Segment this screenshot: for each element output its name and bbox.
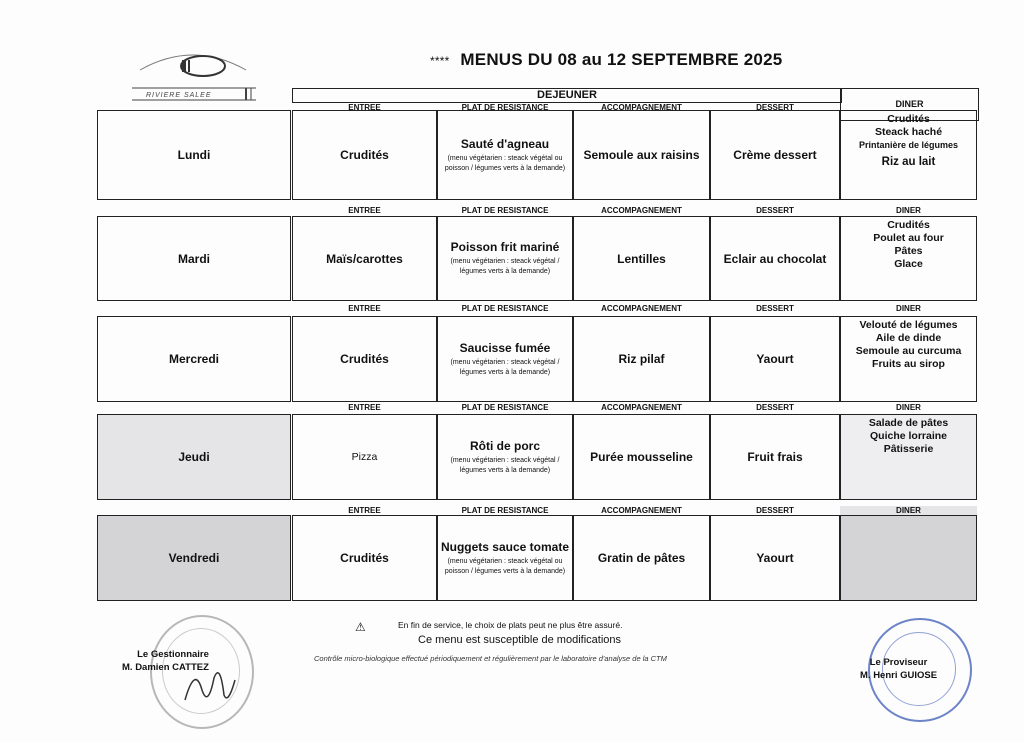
diner-item: Salade de pâtes [868, 417, 949, 429]
cell-plat [437, 316, 573, 402]
day-name: Lundi [177, 148, 211, 162]
plat-vegetarian-note: (menu végétarien : steack végétal ou poisson / légumes verts à la demande) [444, 557, 566, 575]
cell-entree [292, 515, 437, 601]
column-header-diner: DINER [896, 403, 921, 412]
column-header-accomp: ACCOMPAGNEMENT [601, 304, 682, 313]
day-cell-0 [97, 110, 291, 200]
diner-item: Poulet au four [873, 232, 944, 244]
diner-item: Aile de dinde [875, 332, 942, 344]
title-text: MENUS DU 08 au 12 SEPTEMBRE 2025 [460, 50, 783, 69]
column-header-diner: DINER [840, 506, 977, 516]
plat-name: Nuggets sauce tomate [440, 539, 570, 554]
plat-vegetarian-note: (menu végétarien : steack végétal / légumes verts à la demande) [450, 258, 560, 275]
day-cell-3 [97, 414, 291, 500]
day-name: Jeudi [178, 450, 210, 464]
left-signature-block [122, 648, 209, 674]
plat-name: Poisson frit mariné [450, 240, 560, 254]
column-header-plat: PLAT DE RESISTANCE [461, 506, 549, 515]
column-header-dessert: DESSERT [756, 103, 794, 112]
column-header-plat: PLAT DE RESISTANCE [461, 403, 549, 412]
plat-name: Saucisse fumée [459, 340, 551, 355]
diner-item: Printanière de légumes [858, 140, 959, 150]
cell-accomp [573, 110, 710, 200]
day-cell-2 [97, 316, 291, 402]
diner-item: Crudités [887, 219, 930, 231]
cell-accomp-text: Semoule aux raisins [583, 148, 700, 162]
cell-accomp [573, 316, 710, 402]
cell-diner [840, 515, 977, 601]
cell-diner [840, 414, 977, 500]
column-header-entree: ENTREE [348, 206, 381, 215]
column-header-entree: ENTREE [348, 103, 381, 112]
column-header-accomp: ACCOMPAGNEMENT [601, 206, 682, 215]
day-name: Mercredi [168, 352, 220, 366]
cell-accomp-text: Gratin de pâtes [597, 551, 686, 565]
cell-entree-text: Maïs/carottes [326, 251, 403, 266]
diner-item: Steack haché [874, 126, 943, 138]
cell-dessert-text: Yaourt [756, 352, 794, 366]
cell-accomp-text: Lentilles [617, 251, 666, 266]
right-signature-name: M. Henri GUIOSE [860, 670, 938, 681]
page-title [430, 50, 782, 70]
column-header-dessert: DESSERT [756, 206, 794, 215]
cell-dessert [710, 110, 840, 200]
cell-plat [437, 216, 573, 301]
cell-accomp [573, 216, 710, 301]
diner-item: Semoule au curcuma [855, 345, 962, 357]
cell-accomp-text: Riz pilaf [618, 352, 665, 366]
diner-item: Quiche lorraine [869, 430, 948, 442]
diner-item: Pâtes [894, 245, 923, 257]
column-header-accomp: ACCOMPAGNEMENT [601, 506, 682, 515]
diner-item: Glace [894, 258, 923, 270]
school-logo [128, 42, 258, 112]
plat-vegetarian-note: (menu végétarien : steack végétal / légumes verts à la demande) [450, 456, 560, 474]
left-signature-name: M. Damien CATTEZ [122, 662, 209, 673]
column-header-dessert: DESSERT [756, 506, 794, 515]
cell-dessert [710, 216, 840, 301]
plat-name: Sauté d'agneau [460, 136, 550, 151]
cell-dessert [710, 414, 840, 500]
cell-diner [840, 110, 977, 200]
diner-item: Fruits au sirop [872, 358, 945, 370]
diner-item: Crudités [887, 113, 930, 125]
left-signature-role: Le Gestionnaire [137, 649, 209, 660]
cell-dessert [710, 515, 840, 601]
diner-item: Velouté de légumes [859, 319, 958, 331]
cell-entree [292, 414, 437, 500]
footer-service-note: En fin de service, le choix de plats peut ne plus être assuré. [398, 620, 623, 630]
footer-modification-note: Ce menu est susceptible de modifications [418, 634, 621, 646]
cell-accomp-text: Purée mousseline [590, 450, 693, 464]
footer-lab-note: Contrôle micro-biologique effectué périodiquement et régulièrement par le laboratoire d'analyse de la CTM [314, 654, 667, 663]
cell-accomp [573, 515, 710, 601]
cell-entree-text: Crudités [340, 352, 389, 366]
day-name: Vendredi [168, 551, 220, 565]
cell-entree-text: Pizza [351, 451, 378, 463]
cell-entree [292, 110, 437, 200]
logo-text: RIVIERE SALEE [146, 92, 212, 99]
cell-entree [292, 216, 437, 301]
lunch-header: DEJEUNER [292, 88, 842, 103]
column-header-diner: DINER [896, 304, 921, 313]
cell-plat [437, 414, 573, 500]
diner-item: Riz au lait [881, 156, 936, 168]
column-header-plat: PLAT DE RESISTANCE [461, 206, 549, 215]
warning-triangle-icon: ⚠ [355, 620, 366, 634]
cell-dessert-text: Eclair au chocolat [723, 251, 827, 266]
cell-diner [840, 216, 977, 301]
cell-plat [437, 515, 573, 601]
cell-dessert-text: Crème dessert [733, 148, 817, 162]
cell-dessert-text: Fruit frais [747, 450, 803, 464]
cell-entree-text: Crudités [340, 551, 389, 565]
cell-dessert-text: Yaourt [756, 551, 794, 565]
column-header-diner: DINER [896, 206, 921, 215]
title-stars: **** [430, 54, 450, 68]
column-header-accomp: ACCOMPAGNEMENT [601, 403, 682, 412]
column-header-entree: ENTREE [348, 304, 381, 313]
day-name: Mardi [177, 251, 210, 266]
cell-diner [840, 316, 977, 402]
column-header-dessert: DESSERT [756, 304, 794, 313]
right-signature-role: Le Proviseur [869, 657, 928, 668]
plat-name: Rôti de porc [469, 438, 540, 453]
cell-entree-text: Crudités [340, 148, 389, 162]
column-header-dessert: DESSERT [756, 403, 794, 412]
column-header-accomp: ACCOMPAGNEMENT [601, 103, 682, 112]
dinner-header-top: DINER [840, 88, 979, 121]
plat-vegetarian-note: (menu végétarien : steack végétal ou poisson / légumes verts à la demande) [444, 154, 566, 172]
day-cell-1 [97, 216, 291, 301]
column-header-plat: PLAT DE RESISTANCE [461, 304, 549, 313]
cell-entree [292, 316, 437, 402]
cell-dessert [710, 316, 840, 402]
column-header-entree: ENTREE [348, 403, 381, 412]
day-cell-4 [97, 515, 291, 601]
cell-accomp [573, 414, 710, 500]
right-signature-block [860, 656, 937, 682]
cell-plat [437, 110, 573, 200]
column-header-plat: PLAT DE RESISTANCE [461, 103, 549, 112]
plat-vegetarian-note: (menu végétarien : steack végétal / légumes verts à la demande) [450, 358, 560, 376]
column-header-entree: ENTREE [348, 506, 381, 515]
diner-item: Pâtisserie [883, 443, 934, 455]
